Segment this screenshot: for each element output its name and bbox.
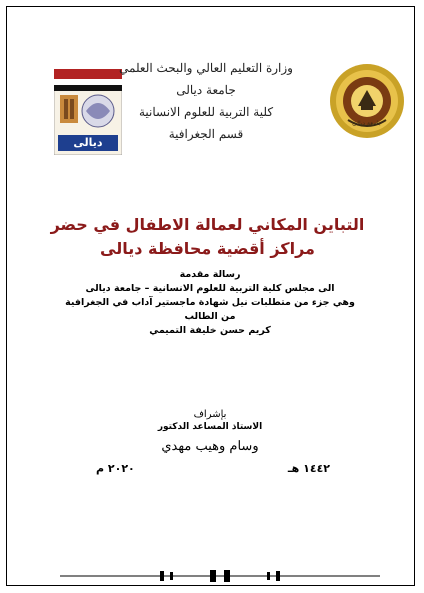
emblem-caption: ديالى (73, 136, 103, 149)
gregorian-date: ٢٠٢٠ م (96, 462, 135, 475)
thesis-intro: رسالة مقدمة (179, 269, 241, 280)
supervisor-rank: الاستاذ المساعد الدكتور (157, 422, 263, 432)
institution-header (106, 60, 306, 142)
thesis-submitted-to: الى مجلس كلية التربية للعلوم الانسانية – جامعة ديالى (85, 283, 335, 294)
student-name: كريم حسن خليفة التميمي (149, 325, 271, 336)
ministry-name: وزارة التعليم العالي والبحث العلمي (119, 61, 293, 75)
thesis-title (30, 214, 385, 260)
thesis-requirement: وهي جزء من متطلبات نيل شهادة ماجستير آداب في الجغرافية (65, 297, 355, 308)
department-name: قسم الجغرافية (168, 127, 244, 141)
title-line-1: التباين المكاني لعمالة الاطفال في حضر (50, 215, 365, 234)
supervision-label: بإشراف (193, 409, 227, 420)
college-name: كلية التربية للعلوم الانسانية (138, 105, 274, 119)
university-name: جامعة ديالى (176, 83, 236, 97)
hijri-date: ١٤٤٢ هـ (287, 462, 330, 475)
title-line-2: مراكز أقضية محافظة ديالى (100, 239, 315, 258)
thesis-from-student: من الطالب (184, 311, 236, 322)
seal-caption: جامعة ديالى (352, 120, 382, 127)
university-seal (328, 62, 406, 140)
supervision-block (120, 408, 300, 458)
supervisor-name: وسام وهيب مهدي (161, 439, 259, 454)
university-seal-icon (328, 62, 406, 140)
decorative-border-ornament (60, 568, 380, 582)
thesis-description (20, 268, 400, 338)
